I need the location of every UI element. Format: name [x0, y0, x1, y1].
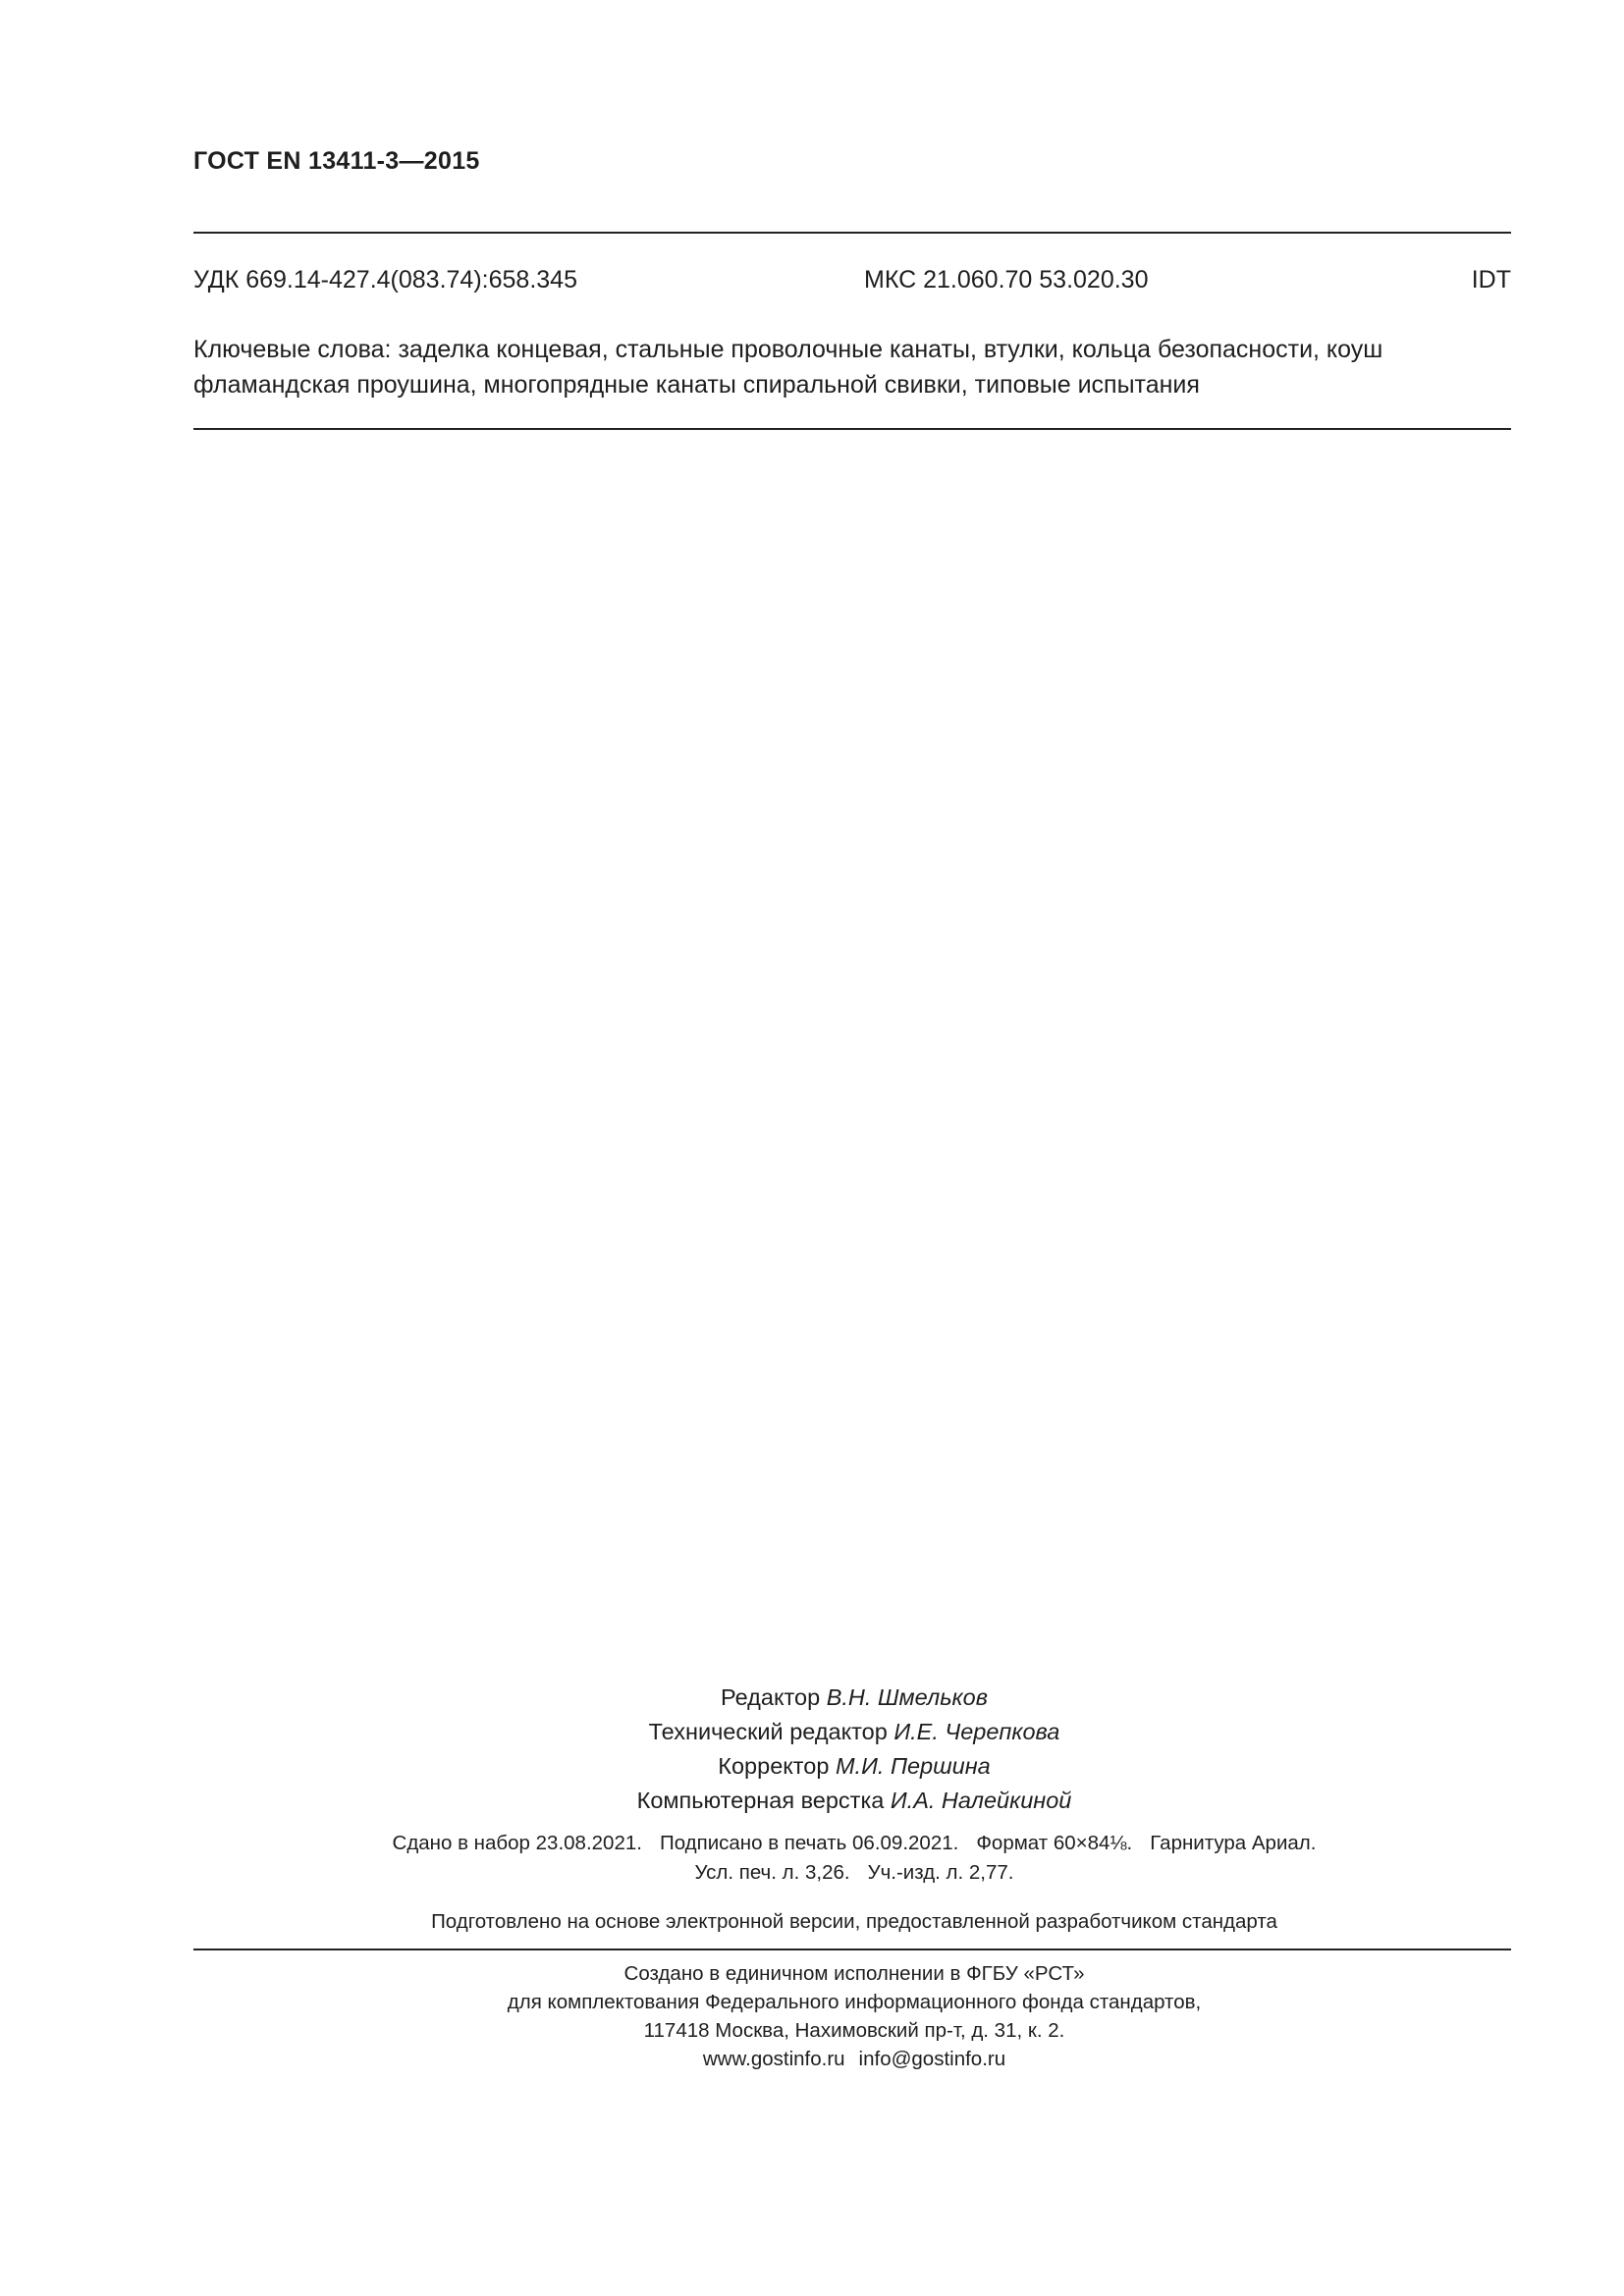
- credit-name: И.Е. Черепкова: [893, 1719, 1060, 1744]
- credit-name: М.И. Першина: [835, 1753, 991, 1779]
- prepared-note: Подготовлено на основе электронной версии, предоставленной разработчиком стандарта: [431, 1910, 1277, 1933]
- print-sheets: Усл. печ. л. 3,26.: [694, 1861, 850, 1884]
- credit-proofreader: [0, 1749, 1624, 1784]
- document-code: ГОСТ EN 13411-3—2015: [193, 147, 480, 175]
- publisher-sheets: Уч.-изд. л. 2,77.: [867, 1861, 1014, 1884]
- created-line-3: 117418 Москва, Нахимовский пр-т, д. 31, к. 2.: [643, 2019, 1065, 2042]
- keywords-divider: [193, 428, 1511, 430]
- paper-format: Формат 60×84⅛.: [976, 1832, 1133, 1854]
- created-line-2: для комплектования Федерального информационного фонда стандартов,: [507, 1991, 1202, 2013]
- classification-row: [193, 266, 1511, 299]
- credit-name: И.А. Налейкиной: [890, 1788, 1072, 1813]
- top-divider: [193, 232, 1511, 234]
- credit-layout: [0, 1784, 1624, 1818]
- signed-date: Подписано в печать 06.09.2021.: [659, 1832, 959, 1854]
- email-link[interactable]: info@gostinfo.ru: [858, 2048, 1006, 2070]
- credit-role: Технический редактор: [648, 1719, 888, 1744]
- idt-label: IDT: [1471, 266, 1511, 294]
- credit-role: Корректор: [718, 1753, 830, 1779]
- udk-code: УДК 669.14-427.4(083.74):658.345: [193, 266, 577, 294]
- keywords-line-2: фламандская проушина, многопрядные канаты спиральной свивки, типовые испытания: [193, 371, 1200, 399]
- credit-role: Компьютерная верстка: [636, 1788, 885, 1813]
- print-info-line-2: [0, 1858, 1624, 1888]
- credit-name: В.Н. Шмельков: [826, 1684, 988, 1710]
- created-block: [0, 1959, 1624, 2073]
- contacts-line: [0, 2045, 1624, 2073]
- website-link[interactable]: www.gostinfo.ru: [702, 2048, 845, 2070]
- created-line-1: Создано в единичном исполнении в ФГБУ «РСТ»: [623, 1962, 1085, 1985]
- credits-block: [0, 1681, 1624, 1818]
- print-info-line-1: [0, 1829, 1624, 1858]
- print-info-block: [0, 1829, 1624, 1888]
- submitted-date: Сдано в набор 23.08.2021.: [392, 1832, 642, 1854]
- credit-editor: [0, 1681, 1624, 1715]
- bottom-divider: [193, 1949, 1511, 1950]
- typeface: Гарнитура Ариал.: [1150, 1832, 1317, 1854]
- credit-tech-editor: [0, 1715, 1624, 1749]
- keywords-line-1: Ключевые слова: заделка концевая, стальные проволочные канаты, втулки, кольца безопасности, коуш: [193, 336, 1383, 363]
- mks-code: МКС 21.060.70 53.020.30: [864, 266, 1149, 294]
- credit-role: Редактор: [720, 1684, 821, 1710]
- keywords-block: [193, 332, 1568, 402]
